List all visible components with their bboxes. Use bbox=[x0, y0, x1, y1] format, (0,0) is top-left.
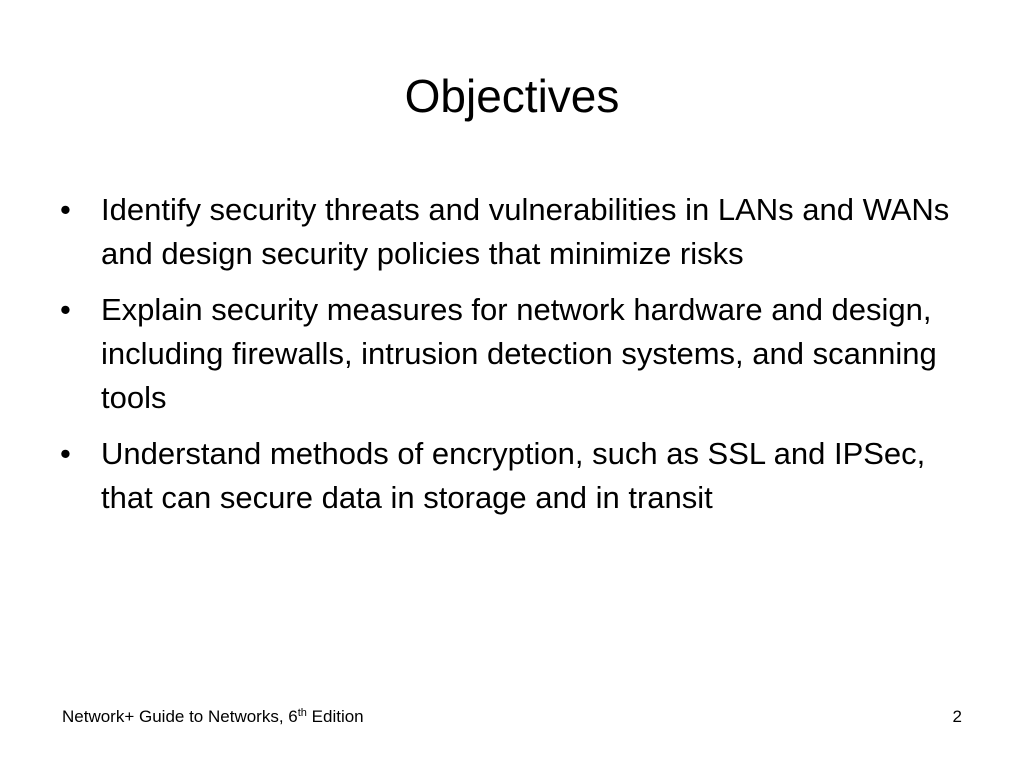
slide-title: Objectives bbox=[404, 70, 620, 122]
footer-title-suffix: Edition bbox=[306, 707, 364, 726]
footer-book-title bbox=[62, 706, 364, 728]
list-item bbox=[58, 288, 978, 420]
list-item bbox=[58, 432, 978, 520]
bullet-marker: • bbox=[60, 436, 71, 471]
footer-title-superscript: th bbox=[297, 707, 307, 719]
bullet-text: Identify security threats and vulnerabilities in LANs and WANs and design security policies that minimize risks bbox=[101, 192, 950, 271]
bullet-text: Understand methods of encryption, such as SSL and IPSec, that can secure data in storage and in transit bbox=[101, 436, 926, 515]
page-number: 2 bbox=[952, 707, 962, 726]
bullet-marker: • bbox=[60, 292, 71, 327]
footer-title-prefix: Network+ Guide to Networks, 6 bbox=[62, 707, 298, 726]
bullet-text: Explain security measures for network hardware and design, including firewalls, intrusion detection systems, and scanning tools bbox=[101, 292, 937, 415]
objectives-list bbox=[58, 188, 978, 532]
bullet-marker: • bbox=[60, 192, 71, 227]
list-item bbox=[58, 188, 978, 276]
